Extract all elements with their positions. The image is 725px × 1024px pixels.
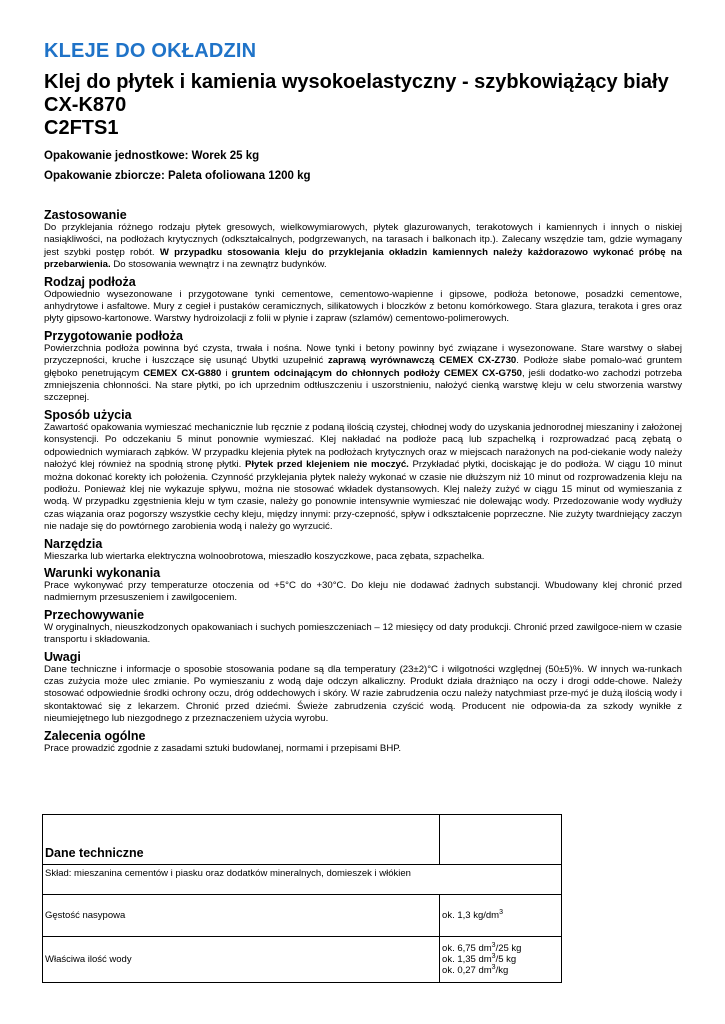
- section-text: Prace prowadzić zgodnie z zasadami sztuki budowlanej, normami i przepisami BHP.: [44, 742, 402, 754]
- section-title: Rodzaj podłoża: [44, 274, 136, 289]
- section-title: Warunki wykonania: [44, 565, 161, 580]
- section-text: Mieszarka lub wiertarka elektryczna wolnoobrotowa, mieszadło koszyczkowe, paca zębata, szpachelka.: [44, 550, 485, 562]
- section-title: Przechowywanie: [44, 607, 145, 622]
- section-text: W oryginalnych, nieuszkodzonych opakowaniach i suchych pomieszczeniach – 12 miesięcy od daty produkcji. Chronić przed zawilgoce-niem w czasie transportu i składowania.: [44, 621, 682, 646]
- section-title: Uwagi: [44, 649, 81, 664]
- section-narzedzia: [44, 537, 682, 563]
- table-row: [43, 937, 562, 983]
- product-title: Klej do płytek i kamienia wysokoelastyczny - szybkowiążący biały: [44, 71, 669, 93]
- section-title: Zastosowanie: [44, 208, 127, 222]
- table-cell: [440, 815, 562, 865]
- section-sposob-uzycia: [44, 408, 682, 534]
- section-text: Zawartość opakowania wymieszać mechanicznie lub ręcznie z podaną ilością czystej, chłodnej wody do uzyskania jednorodnej mieszaniny i założonej konsystencji. Po odczekaniu 5 minut ponownie wymieszać. Klej nakładać na podłoże pacą lub szpachelką i rozprowadzać pacą zębatą o odpowiednich wymiarach ząbków. W przypadku klejenia płytek na podłożach krytycznych oraz w miejscach narażonych na pod-ciekanie wody należy nałożyć klej również na spodnią stronę płytki. Płytek przed klejeniem nie moczyć. Przykładać płytki, dociskając je do podłoża. W ciągu 10 minut można dokonać korekty ich położenia. Czynność przyklejania płytek należy wykonać w czasie nie dłuższym niż 10 minut od rozprowadzenia kleju na podłożu. Ponieważ klej nie wykazuje spływu, można nie stosować wkładek dystansowych. Klej należy zużyć w ciągu 15 minut od wymieszania z wodą. W przypadku zgęstnienia kleju w tym czasie, należy go ponownie intensywnie wymieszać nie dolewając wody. Przedozowanie wody wydłuży czas wiązania oraz pogorszy wszystkie cechy kleju, między innymi: przy-czepność, spływ i odkształcenie poprzeczne. Nie zużyty twardniejący zaczyn nie nadaje się do powtórnego zarobienia wodą i należy go wyrzucić.: [44, 421, 683, 533]
- product-code: CX-K870: [44, 94, 127, 116]
- section-uwagi: [44, 650, 682, 726]
- section-title: Narzędzia: [44, 536, 103, 551]
- section-text: Do przyklejania różnego rodzaju płytek gresowych, wielkowymiarowych, płytek glazurowanych, terakotowych i kamiennych i innych o niskiej nasiąkliwości, na podłożach krytycznych (odkształcalnych, podgrzewanych, na tarasach i balkonach itp.). Zalecany wszędzie tam, gdzie wymagany jest szybki postęp robót. W przypadku stosowania kleju do przyklejania okładzin kamiennych należy każdorazowo wykonać próbę na przebarwienia. Do stosowania wewnątrz i na zewnątrz budynków.: [44, 222, 683, 271]
- pack-unit: Opakowanie jednostkowe: Worek 25 kg: [44, 150, 260, 162]
- section-title: Sposób użycia: [44, 407, 132, 422]
- section-text: Dane techniczne i informacje o sposobie stosowania podane są dla temperatury (23±2)°C i wilgotności względnej (50±5)%. W innych wa-runkach czas zużycia może ulec zmianie. Po wymieszaniu z wodą daje odczyn alkaliczny. Produkt działa drażniąco na oczy i drogi odde-chowe. Należy stosować odpowiednie środki ochrony oczu, dróg oddechowych i skóry. W razie zabrudzenia oczu należy natychmiast prze-myć je dużą ilością wody i skontaktować się z lekarzem. Chronić przed dziećmi. Świeże zabrudzenia czyścić wodą. Producent nie odpowia-da za szkody wynikłe z nieumiejętnego lub niezgodnego z przeznaczeniem użycia wyrobu.: [44, 663, 682, 725]
- section-rodzaj-podloza: [44, 275, 682, 326]
- section-title: Przygotowanie podłoża: [44, 328, 183, 343]
- table-label-cell: Właściwa ilość wody: [43, 937, 440, 983]
- pack-bulk: Opakowanie zbiorcze: Paleta ofoliowana 1200 kg: [44, 170, 311, 182]
- table-label-cell: Gęstość nasypowa: [43, 895, 440, 937]
- category-heading: KLEJE DO OKŁADZIN: [44, 40, 257, 62]
- table-value-cell: ok. 6,75 $dm^3/25$ kg ok. 1,35 $dm^3/5$ kg ok. 0,27 $dm^3/kg$: [440, 937, 562, 983]
- section-text: Prace wykonywać przy temperaturze otoczenia od +5°C do +30°C. Do kleju nie dodawać żadnych substancji. Wbudowany klej chronić przed nadmiernym przesuszeniem i zawilgoceniem.: [44, 579, 682, 604]
- table-title-cell: Dane techniczne: [43, 815, 440, 865]
- section-zastosowanie: [44, 208, 682, 272]
- table-row: [43, 815, 562, 865]
- section-text: Odpowiednio wysezonowane i przygotowane tynki cementowe, cementowo-wapienne i gipsowe, podłoża betonowe, posadzki cementowe, anhydrytowe i asfaltowe. Mury z cegieł i pustaków ceramicznych, silikatowych i bloczków z betonu komórkowego. Stara glazura, terakota i gres oraz płyty gipsowo-kartonowe. Warstwy hydroizolacji z folii w płynie i zapraw (szlamów) cementowo-polimerowych.: [44, 288, 682, 325]
- tech-data-table: [42, 814, 562, 983]
- product-classification: C2FTS1: [44, 117, 119, 139]
- section-zalecenia: [44, 729, 682, 755]
- section-title: Zalecenia ogólne: [44, 728, 146, 743]
- section-text: Powierzchnia podłoża powinna być czysta, trwała i nośna. Nowe tynki i betony powinny być związane i wysezonowane. Stare warstwy o słabej przyczepności, kruche i łuszczące się usunąć Ubytki uzupełnić zaprawą wyrównawczą CEMEX CX-Z730. Podłoże słabe pomalo-wać gruntem głęboko penetrującym CEMEX CX-G880 i gruntem odcinającym do chłonnych podłoży CEMEX CX-G750, jeśli dodatko-wo zachodzi potrzeba zmniejszenia chłonności. Na stare płytki, po ich uprzednim odtłuszczeniu i uszorstnieniu, nałożyć cienką warstwę kleju w celu stworzenia warstwy szczepnej.: [44, 342, 683, 404]
- table-value-cell: ok. 1,3 $kg/dm^3$: [440, 895, 562, 937]
- table-row: [43, 865, 562, 895]
- document-page: [44, 40, 682, 758]
- section-warunki: [44, 566, 682, 605]
- composition-cell: Skład: mieszanina cementów i piasku oraz dodatków mineralnych, domieszek i włókien: [43, 865, 562, 895]
- section-przygotowanie: [44, 329, 682, 405]
- table-row: [43, 895, 562, 937]
- section-przechowywanie: [44, 608, 682, 647]
